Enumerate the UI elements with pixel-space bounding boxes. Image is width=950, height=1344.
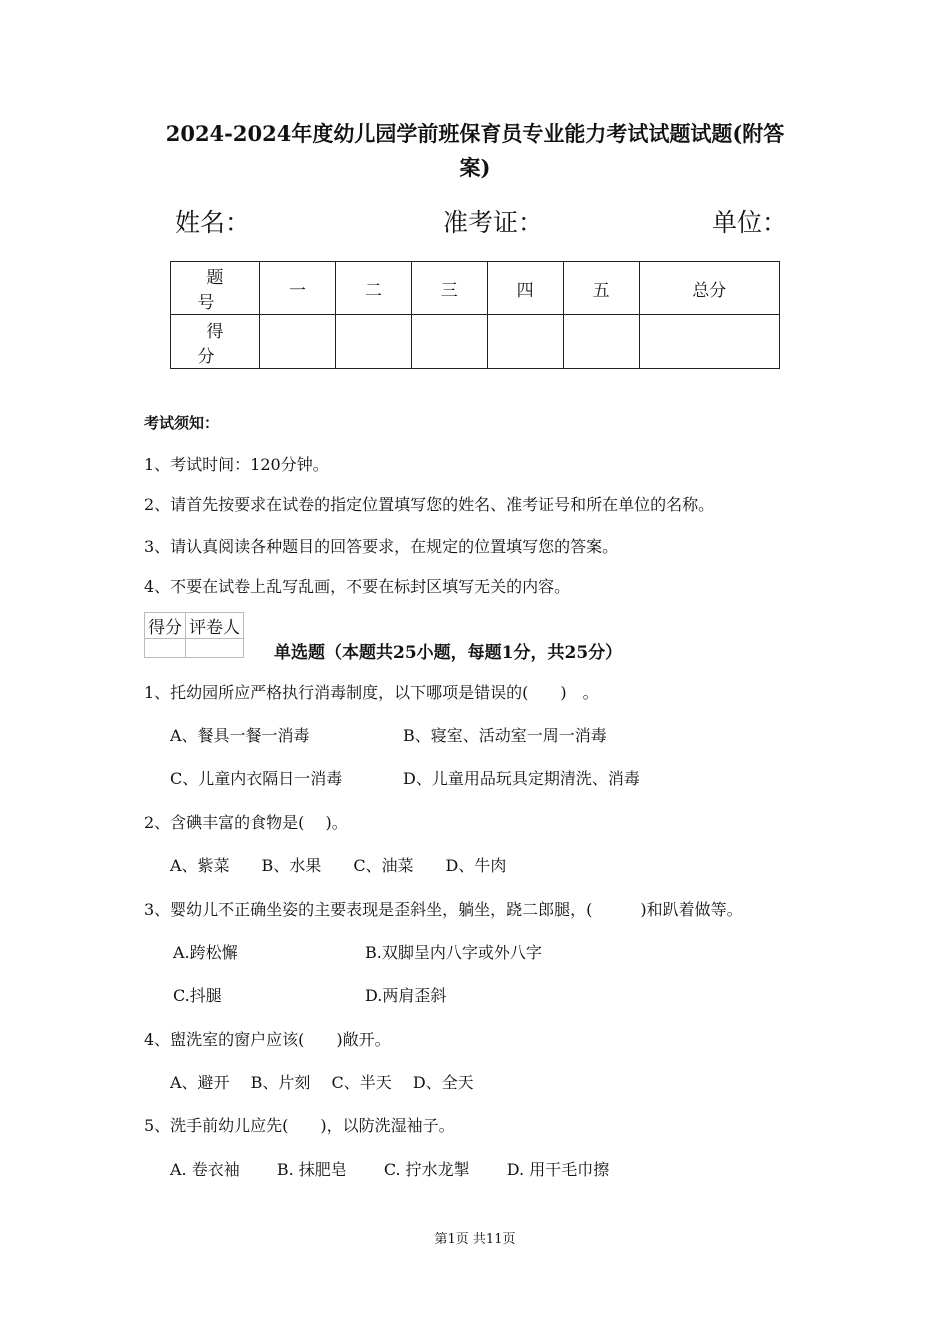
score-entry-cell[interactable] <box>260 315 336 369</box>
question-options-line: A、紫菜 B、水果 C、油菜 D、牛肉 <box>170 856 507 875</box>
question-stem: 3、婴幼儿不正确坐姿的主要表现是歪斜坐，躺坐，跷二郎腿，( )和趴着做等。 <box>144 900 743 919</box>
grader-name-label: 评卷人 <box>186 613 244 639</box>
page-title-line2: 案) <box>459 155 491 180</box>
question-option: D.两肩歪斜 <box>365 986 447 1005</box>
grader-table <box>144 612 244 658</box>
name-field-label: 姓名： <box>175 208 251 237</box>
question-option: B、寝室、活动室一周一消毒 <box>403 726 607 745</box>
question-option: C、儿童内衣隔日一消毒 <box>170 769 343 788</box>
exam-id-field-label: 准考证： <box>443 208 544 237</box>
page-title-line1: 2024-2024年度幼儿园学前班保育员专业能力考试试题试题(附答 <box>165 121 785 146</box>
question-options-line: A. 卷衣袖 B. 抹肥皂 C. 拧水龙掣 D. 用干毛巾擦 <box>170 1160 610 1179</box>
unit-field-label: 单位： <box>712 208 788 237</box>
question-stem: 4、盥洗室的窗户应该( )敞开。 <box>144 1030 391 1049</box>
notice-item: 4、不要在试卷上乱写乱画，不要在标封区填写无关的内容。 <box>144 577 571 596</box>
notice-item: 2、请首先按要求在试卷的指定位置填写您的姓名、准考证号和所在单位的名称。 <box>144 495 715 514</box>
page-footer: 第1页 共11页 <box>434 1232 516 1247</box>
score-table-header-row <box>171 262 780 315</box>
score-entry-cell[interactable] <box>639 315 779 369</box>
score-table <box>170 261 780 369</box>
grader-name-cell[interactable] <box>186 639 244 658</box>
question-stem: 2、含碘丰富的食物是( )。 <box>144 813 348 832</box>
score-header-cell: 三 <box>411 262 487 315</box>
notice-item: 1、考试时间：120分钟。 <box>144 455 329 474</box>
question-option: C.抖腿 <box>173 986 222 1005</box>
grader-score-label: 得分 <box>145 613 186 639</box>
score-entry-cell[interactable] <box>563 315 639 369</box>
score-entry-cell[interactable] <box>411 315 487 369</box>
question-stem: 1、托幼园所应严格执行消毒制度，以下哪项是错误的( ) 。 <box>144 683 599 702</box>
score-header-cell: 五 <box>563 262 639 315</box>
score-table-score-row <box>171 315 780 369</box>
question-option: A.跨松懈 <box>173 943 238 962</box>
notice-title: 考试须知： <box>144 414 220 432</box>
question-option: B.双脚呈内八字或外八字 <box>365 943 542 962</box>
grader-score-cell[interactable] <box>145 639 186 658</box>
section-title: 单选题（本题共25小题，每题1分，共25分） <box>274 643 623 663</box>
question-option: A、餐具一餐一消毒 <box>170 726 310 745</box>
score-header-cell: 二 <box>335 262 411 315</box>
score-entry-cell[interactable] <box>335 315 411 369</box>
notice-item: 3、请认真阅读各种题目的回答要求，在规定的位置填写您的答案。 <box>144 537 619 556</box>
score-header-cell: 题号 <box>171 262 260 315</box>
question-stem: 5、洗手前幼儿应先( )，以防洗湿袖子。 <box>144 1116 455 1135</box>
score-header-cell: 总分 <box>639 262 779 315</box>
score-header-cell: 四 <box>487 262 563 315</box>
score-entry-cell[interactable] <box>487 315 563 369</box>
score-header-cell: 一 <box>260 262 336 315</box>
score-row-label: 得分 <box>171 315 260 369</box>
question-option: D、儿童用品玩具定期清洗、消毒 <box>403 769 640 788</box>
question-options-line: A、避开 B、片刻 C、半天 D、全天 <box>170 1073 474 1092</box>
